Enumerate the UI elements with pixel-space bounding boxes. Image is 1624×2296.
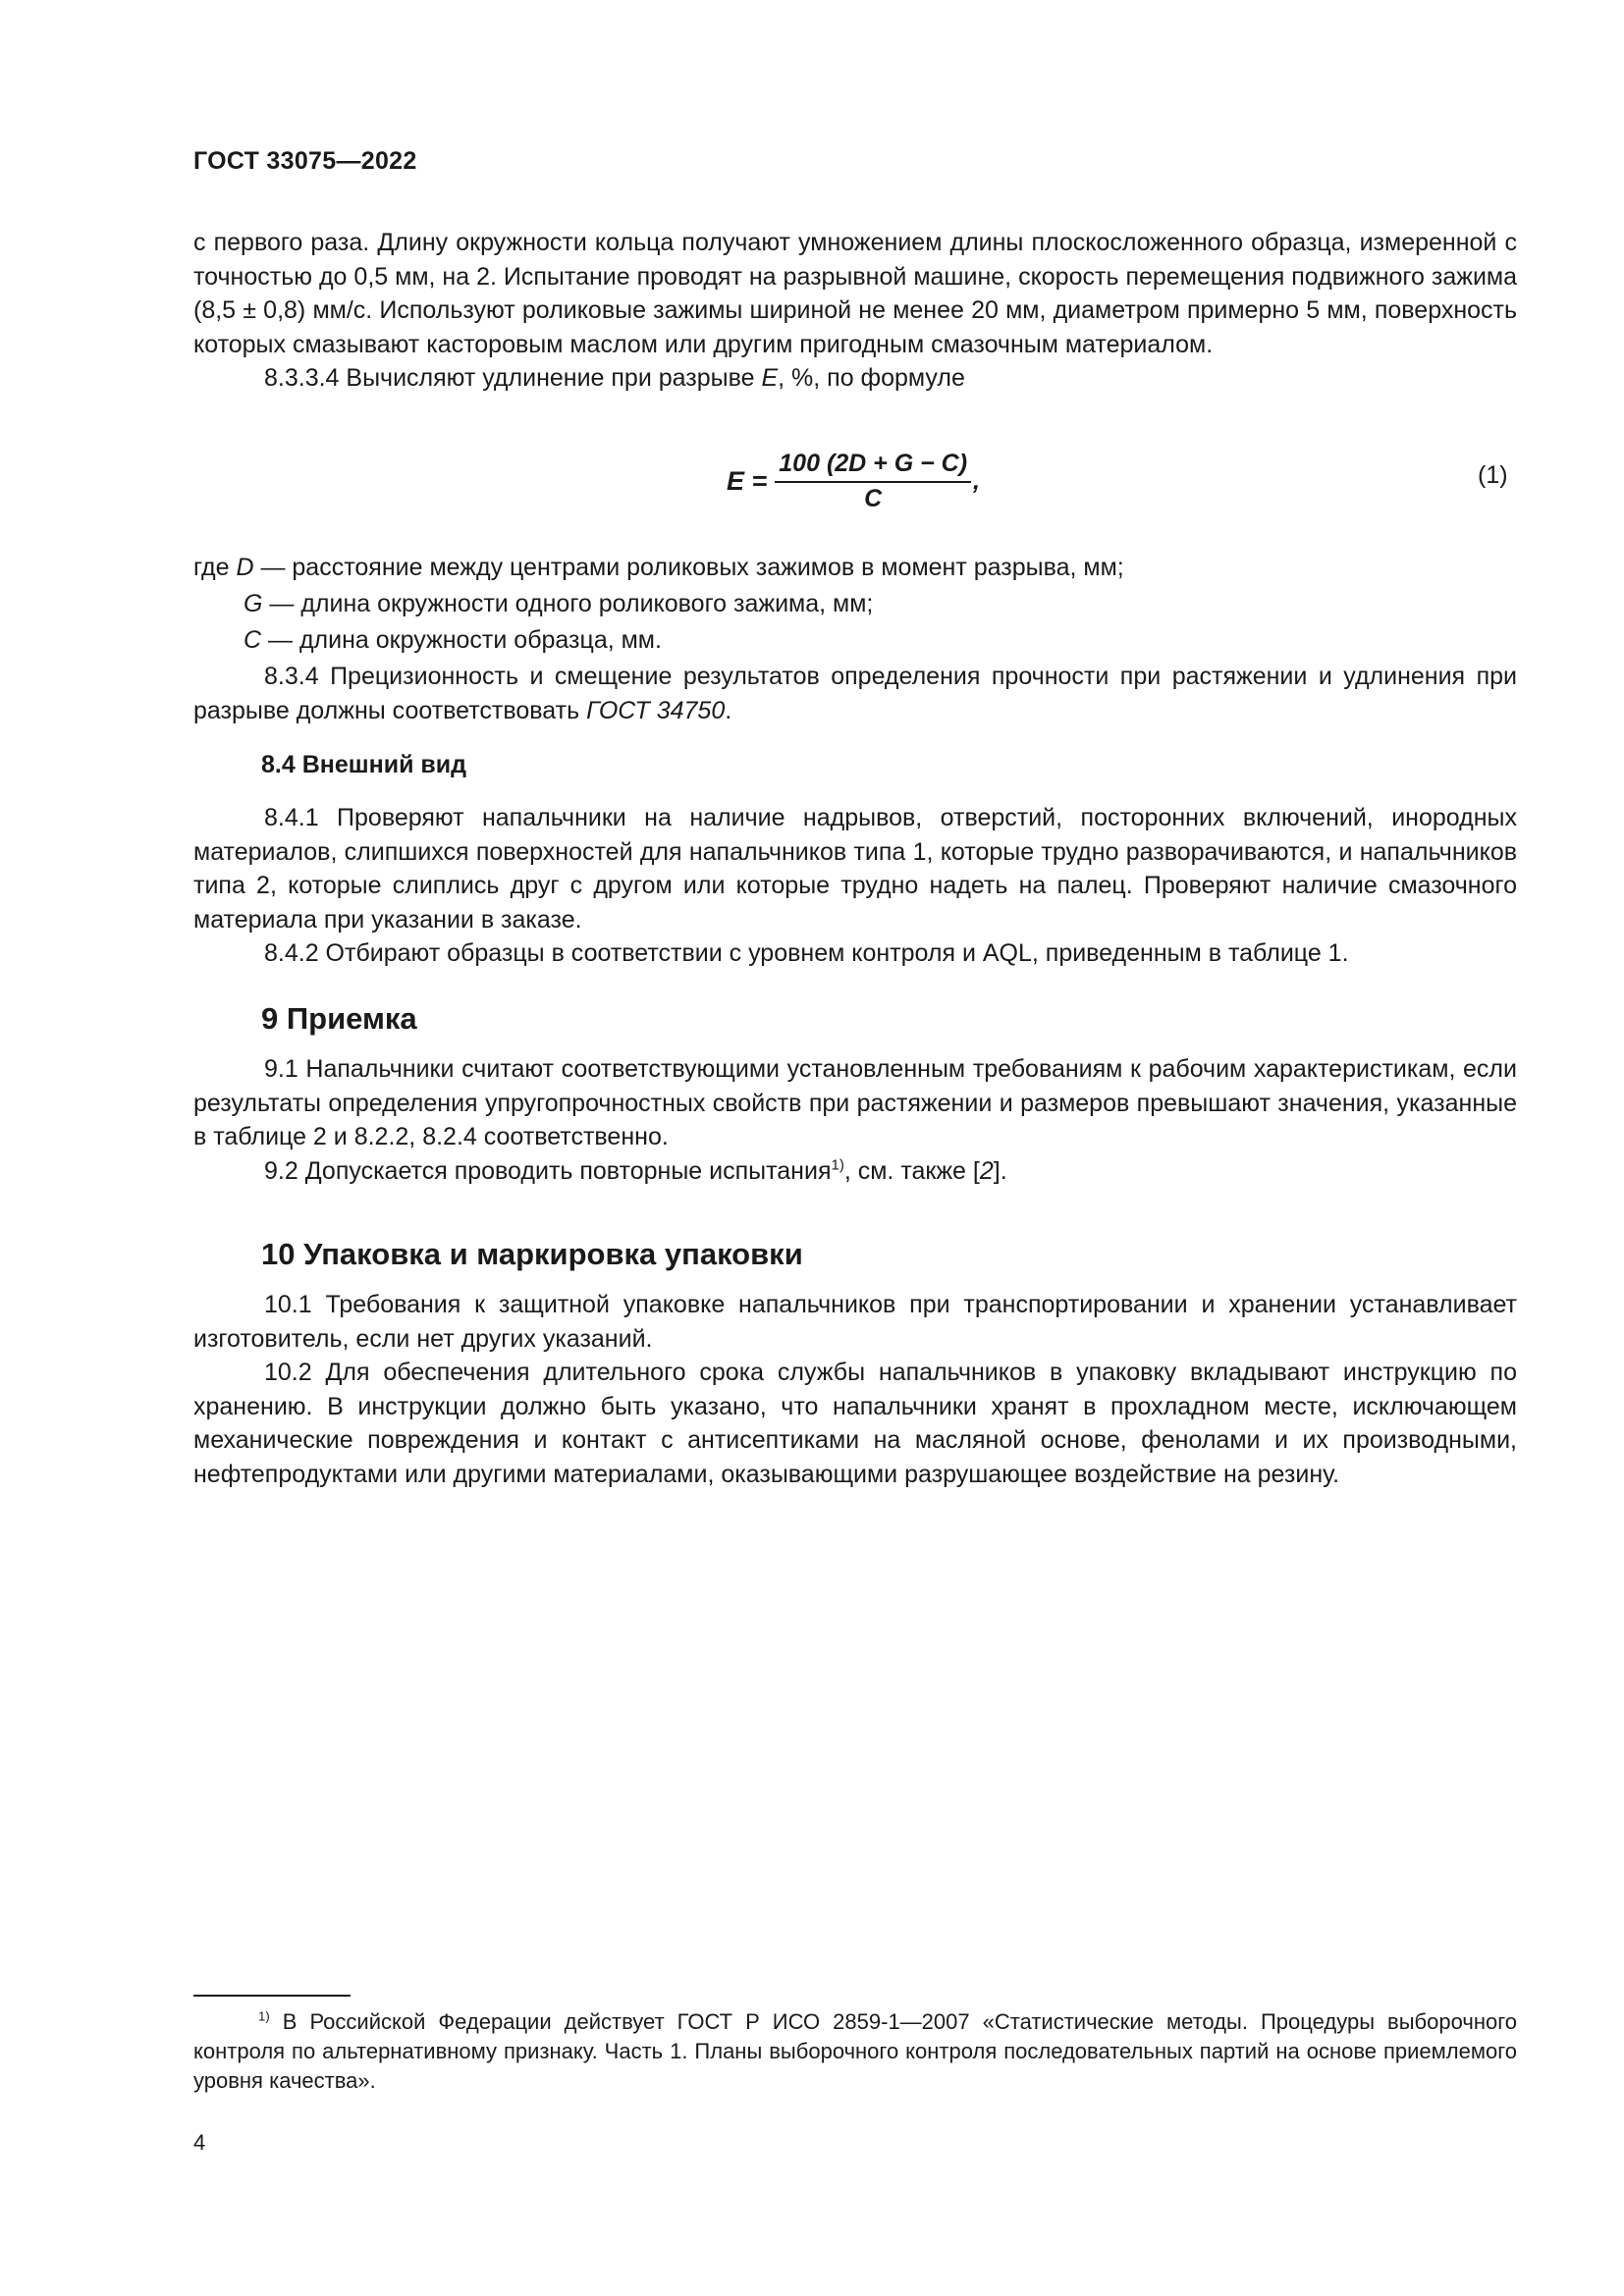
formula-denominator: C [864, 484, 883, 512]
heading-9: 9 Приемка [261, 1001, 417, 1036]
paragraph-9-2: 9.2 Допускается проводить повторные испытания$^{1)}$, см. также [2]. [264, 1156, 1007, 1185]
formula-legend [193, 550, 1517, 659]
paragraph-8-3-3-4: 8.3.3.4 Вычисляют удлинение при разрыве E, %, по формуле [264, 364, 965, 392]
heading-10: 10 Упаковка и маркировка упаковки [261, 1237, 803, 1271]
section-8-3-4 [193, 660, 1517, 727]
document-header: ГОСТ 33075—2022 [193, 147, 417, 175]
section-9-body [193, 1052, 1517, 1188]
page-number: 4 [193, 2130, 206, 2155]
legend-row-g: G — длина окружности одного роликового зажима, мм; [244, 590, 874, 617]
legend-row-d: где D — расстояние между центрами роликовых зажимов в момент разрыва, мм; [193, 554, 1124, 581]
footnote-divider [193, 1995, 351, 1997]
paragraph-8-3-4: 8.3.4 Прецизионность и смещение результатов определения прочности при растяжении и удлинения при разрыве должны соответствовать ГОСТ 34750. [193, 663, 1517, 724]
paragraph-9-1: 9.1 Напальчники считают соответствующими установленным требованиям к рабочим характеристикам, если результаты определения упругопрочностных свойств при растяжении и размеров превышают значения, указанные в таблице 2 и 8.2.2, 8.2.4 соответственно. [193, 1055, 1517, 1150]
legend-row-c: C — длина окружности образца, мм. [244, 626, 662, 654]
formula-comma: , [973, 466, 980, 495]
footnote-mark: 1) [258, 2008, 270, 2024]
formula-lhs: E = [727, 465, 768, 496]
paragraph-8-3-3-3-cont: с первого раза. Длину окружности кольца получают умножением длины плоскосложенного образца, измеренной с точностью до 0,5 мм, на 2. Испытание проводят на разрывной машине, скорость перемещения подвижного зажима (8,5 ± 0,8) мм/с. Используют роликовые зажимы шириной не менее 20 мм, диаметром примерно 5 мм, поверхность которых смазывают касторовым маслом или другим пригодным смазочным материалом. [193, 229, 1517, 358]
paragraph-8-4-1: 8.4.1 Проверяют напальчники на наличие надрывов, отверстий, посторонних включений, инородных материалов, слипшихся поверхностей для напальчников типа 1, которые трудно разворачиваются, и напальчников типа 2, которые слиплись друг с другом или которые трудно надеть на палец. Проверяют наличие смазочного материала при указании в заказе. [193, 804, 1517, 934]
bibliography-ref: 2 [979, 1156, 994, 1185]
reference-gost-34750: ГОСТ 34750 [586, 696, 726, 724]
footnote [193, 2007, 1517, 2096]
section-8-4-body [193, 801, 1517, 971]
paragraph-10-1: 10.1 Требования к защитной упаковке напальчников при транспортировании и хранении устанавливает изготовитель, если нет других указаний. [193, 1291, 1517, 1353]
formula-fraction [775, 450, 971, 513]
section-8-3-continuation [193, 226, 1517, 396]
paragraph-10-2: 10.2 Для обеспечения длительного срока службы напальчников в упаковку вкладывают инструкцию по хранению. В инструкции должно быть указано, что напальчники хранят в прохладном месте, исключающем механические повреждения и контакт с антисептиками на масляной основе, фенолами и их производными, нефтепродуктами или другими материалами, оказывающими разрушающее воздействие на резину. [193, 1359, 1517, 1488]
footnote-marker: 1) [831, 1156, 844, 1174]
paragraph-8-4-2: 8.4.2 Отбирают образцы в соответствии с уровнем контроля и AQL, приведенным в таблице 1. [264, 939, 1349, 967]
formula-number: (1) [1478, 461, 1508, 489]
footnote-text: $^{1)}$ В Российской Федерации действует ГОСТ Р ИСО 2859-1—2007 «Статистические методы. Процедуры выборочного контроля по альтернативному признаку. Часть 1. Планы выборочного контроля последовательных партий на основе приемлемого уровня качества». [193, 2008, 1517, 2093]
formula-elongation [727, 447, 980, 515]
variable-e: E [761, 364, 779, 392]
heading-8-4: 8.4 Внешний вид [261, 751, 466, 778]
section-10-body [193, 1288, 1517, 1491]
formula-numerator: 100 (2D + G − C) [775, 450, 971, 483]
